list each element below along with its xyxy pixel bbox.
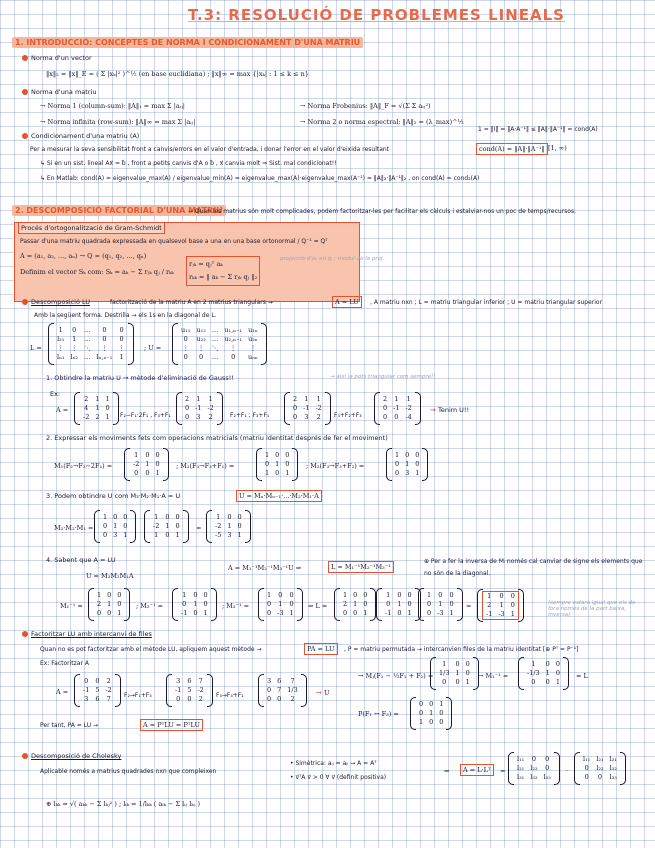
step-1: 1. Obtindre la matriu U → mètode d'eliminació de Gauss!! (46, 374, 234, 382)
m3-factor: 1 0 0 0 1 0 0 3 1 (100, 513, 130, 540)
bullet-icon (22, 55, 28, 61)
gauss-matrix-2: 2 1 1 0 -1 -2 0 3 2 (182, 395, 217, 422)
cholesky-heading: Descomposició de Cholesky (22, 752, 121, 760)
step-4-c: A = M₁⁻¹M₂⁻¹M₃⁻¹U ⇒ (228, 564, 302, 572)
a-label: A = (56, 688, 69, 696)
implies-arrow: ⇒ (444, 767, 450, 775)
pivot-result-box: A = PᵀLU = PᵀLU (140, 719, 203, 731)
cholesky-l-matrix: l₁₁ 0 0 l₂₁ l₂₂ 0 l₃₁ l₃₂ l₃₃ (514, 755, 554, 782)
u-arrow: → U (316, 688, 330, 697)
cholesky-condition-2: • v⃗ᵀA v⃗ > 0 ∀ v⃗ (definit positiva) (290, 774, 387, 781)
eq-l: = L (576, 672, 588, 680)
multiply-dot: · (566, 767, 569, 775)
equals-sign: = (196, 524, 202, 532)
lu-box: A = LU (332, 296, 362, 308)
lu-note: Amb la següent forma. Destrilla → els 1s en la diagonal de L. (34, 312, 217, 319)
tenim-u: → Tenim U!! (430, 406, 470, 414)
bullet-icon (22, 133, 28, 139)
l-eq-label: ⇒ L = (308, 602, 328, 610)
cond-line-1: ↳ Si en un sist. lineal Ax⃗ = b⃗ , front a petits canvis d'A o b⃗ , x⃗ canvia molt ⇒ Sist. mal condicionat!! (40, 160, 337, 167)
bullet-icon (22, 89, 28, 95)
pivot-p-matrix: 0 0 1 0 1 0 1 0 0 (416, 700, 446, 727)
m2-inv-matrix: 1 0 0 0 1 0 -1 0 1 (178, 591, 211, 618)
ex-label: Ex: (50, 390, 61, 398)
pivot-m-inv-label: → M₁⁻¹ = (478, 672, 509, 680)
equals-sign: = (500, 767, 506, 775)
cond-range: [1, ∞) (548, 144, 567, 152)
a-label: A = (56, 406, 69, 414)
step-4: 4. Sabent que A = LU (46, 556, 116, 564)
inverse-note: (sempre estarà igual que els de fora només de la part baixa, inversa) (548, 600, 636, 618)
pivot-p-eq: P(F₁ ↔ F₃) = (358, 710, 399, 718)
m321-result: 1 0 0 -2 1 0 -5 3 1 (212, 513, 245, 540)
m1-matrix: 1 0 0 -2 1 0 0 0 1 (130, 451, 163, 478)
pivot-m-matrix: 1 0 0 1/3 1 0 0 0 1 (436, 660, 473, 687)
lu-description: factorització de la matriu A en 2 matrius triangulars → (110, 299, 273, 306)
page-title: T.3: RESOLUCIÓ DE PROBLEMES LINEALS (188, 6, 565, 24)
step-3: 3. Podem obtindre U com M₃·M₂·M₁·A = U (46, 492, 181, 500)
gauss-matrix-1: 2 1 1 4 1 0 -2 2 1 (80, 395, 113, 422)
cholesky-box: A = L·Lᵀ (460, 764, 494, 776)
gs-line-2: A = (a₁, a₂, ..., aₙ) → Q = (q₁, q₂, ..., qₙ) (20, 252, 147, 260)
gauss-ops-1: F₂−F₁·2F₁ , F₃+F₁ (120, 412, 171, 419)
l-result: 1 0 0 2 1 0 -1 -3 1 (482, 591, 519, 620)
pivot-op-2: F₃→F₃+F₁ (216, 692, 244, 699)
l-product-2: 1 0 0 0 1 0 -1 0 1 (382, 591, 415, 618)
gauss-ops-3: F₃+F₂+F₃ (334, 412, 362, 419)
cond-formula-box: cond(A) = ‖A‖·‖A⁻¹‖ (476, 143, 548, 155)
bullet-icon (22, 753, 28, 759)
m1-label: M₁(F₂→F₂−2F₁) = (54, 462, 113, 470)
step-3-box: U = Mₙ·Mₙ₋₁·...·M₂·M₁·A (236, 490, 322, 502)
cond-description: Per a mesurar la seva sensibilitat front a canvis/errors en el valor d'entrada, i donar l'error en el valor d'eixida resultant (30, 146, 390, 153)
m1-inv-label: M₁⁻¹ = (60, 602, 83, 610)
bullet-norma-vector: Norma d'un vector (22, 54, 92, 62)
gs-line-1: Passar d'una matriu quadrada expressada en qualsevol base a una en una base ortonormal / Q⁻¹ = Qᵀ (20, 238, 328, 245)
pivot-example: Ex: Factoritzar A (40, 660, 89, 667)
l-product-1: 1 0 0 2 1 0 0 0 1 (340, 591, 370, 618)
l-product-3: 1 0 0 0 1 0 0 -3 1 (424, 591, 457, 618)
lu-description-2: , A matriu nxn ; L = matriu triangular inferior ; U = matriu triangular superior (370, 299, 603, 306)
cholesky-condition-1: • Simètrica: aᵢⱼ = aⱼᵢ → A = Aᵀ (290, 760, 377, 767)
m3-inv-label: ; M₃⁻¹ = (222, 602, 250, 610)
u-label: ; U = (144, 344, 162, 352)
m2-label: ; M₂(F₃→F₃+F₁) = (176, 462, 235, 470)
m3-matrix: 1 0 0 0 1 0 0 3 1 (392, 451, 422, 478)
norma-infinita: → Norma infinita (row-sum): ‖A‖∞ = max Σ |aᵢⱼ| (40, 118, 196, 126)
l-label: L = (30, 344, 42, 352)
pivot-description-2: , P = matriu permutada → intercanvien files de la matriu identitat [⊕ Pᵀ = P⁻¹] (344, 646, 579, 653)
equals-sign: = (466, 602, 472, 610)
gs-note: projecció d'aₖ en qⱼ ; mòdul de la proj. (280, 256, 385, 262)
gs-r1: rⱼₖ = qⱼᵀ aₖ (189, 260, 223, 268)
cholesky-formula: ⊕ lₖₖ = √( aₖₖ − Σ lₖⱼ² ) ; lᵢₖ = 1/lₖₖ ( aᵢₖ − Σ lᵢⱼ lₖⱼ ) (46, 800, 201, 808)
step-4-box: L = M₁⁻¹M₂⁻¹M₃⁻¹ (328, 561, 394, 573)
pivot-matrix-b: 3 6 7 -1 5 -2 0 0 2 (172, 677, 207, 704)
step-4-b: U = M₃M₂M₁A (86, 572, 134, 580)
gauss-matrix-3: 2 1 1 0 -1 -2 0 3 2 (290, 395, 325, 422)
pivot-matrix-a: 0 0 2 -1 5 -2 3 6 7 (80, 677, 115, 704)
m3-label: ; M₃(F₃→F₃+F₂) = (306, 462, 365, 470)
pivot-heading: Factoritzar LU amb intercanvi de files (22, 630, 152, 638)
gs-r2: rₖₖ = ‖ aₖ − Σ rⱼₖ qⱼ ‖₂ (189, 273, 258, 281)
pivot-m-eq: → Mⱼ(F₂ − ½F₁ + F₂) = (358, 672, 434, 680)
pivot-description: Quan no es pot factoritzar amb el mètode LU, apliquem aquest mètode → (40, 646, 262, 653)
m2-inv-label: ; M₂⁻¹ = (136, 602, 164, 610)
m2-matrix: 1 0 0 0 1 0 1 0 1 (262, 451, 292, 478)
gauss-ops-2: F₂+F₁ ; F₃+F₁ (230, 412, 270, 419)
bullet-norma-matriu: Norma d'una matriu (22, 88, 96, 96)
m21-factor: 1 0 0 -2 1 0 1 0 1 (150, 513, 183, 540)
pivot-matrix-c: 3 6 7 0 7 1/3 0 0 2 (264, 677, 301, 704)
step-2: 2. Expressar els moviments fets com operacions matricials (matriu identitat després de fer el moviment) (46, 434, 388, 442)
m321-label: M₃·M₂·M₁ = (54, 524, 94, 532)
bullet-condicionament: Condicionament d'una matriu (A) (22, 132, 139, 140)
m3-inv-matrix: 1 0 0 0 1 0 0 -3 1 (264, 591, 297, 618)
cholesky-lt-matrix: l₁₁ l₂₁ l₃₁ 0 l₂₂ l₃₂ 0 0 l₃₃ (580, 755, 620, 782)
norma-1: → Norma 1 (column-sum): ‖A‖₁ = max Σ |aᵢⱼ| (40, 102, 185, 110)
norma-vector-equation: ‖x‖₂ = ‖x‖_E = ( Σ |xₖ|² )^½ (en base euclidiana) ; ‖x‖∞ = max {|xₖ| : 1 ≤ k ≤ n} (46, 70, 309, 78)
cholesky-description: Aplicable només a matrius quadrades nxn que compleixen (40, 768, 217, 775)
norma-frobenius: → Norma Frobenius: ‖A‖_F = √(Σ Σ aᵢⱼ²) (300, 102, 431, 110)
l-matrix: 1 0 … 0 0 l₂₁ 1 … 0 0 ⋮ ⋮ ⋱ ⋮ ⋮ lₙ₁ lₙ₂ … lₙ,ₙ₋₁ 1 (54, 326, 128, 362)
step-1-note: → així ja pots triangular com sempre!! (330, 374, 436, 380)
bullet-icon (22, 299, 28, 305)
lu-heading: Descomposició LU (22, 298, 90, 306)
norma-2: → Norma 2 o norma espectral: ‖A‖₂ = (λ_max)^½ (300, 118, 464, 126)
pivot-m-inv-matrix: 1 0 0 -1/3 1 0 0 0 1 (524, 660, 563, 687)
section-2-note: → Quan les matrius són molt complicades, podem factoritzar-les per facilitar els càlculs i estalviar-nos un poc de temps/recursos. (188, 208, 577, 215)
u-matrix: u₁₁ u₁₂ … u₁,ₙ₋₁ u₁ₙ 0 u₂₂ … u₂,ₙ₋₁ u₂ₙ ⋮ ⋮ ⋱ ⋮ ⋮ 0 0 … 0 uₙₙ (178, 326, 261, 362)
cond-line-2: ↳ En Matlab: cond(A) = eigenvalue_max(A) / eigenvalue_min(A) = eigenvalue_max(A)·eigenvalue_max(A⁻¹) = ‖A‖₂·‖A⁻¹‖₂ , on cond(A) = cond₂(A) (40, 175, 480, 182)
m1-inv-matrix: 1 0 0 2 1 0 0 0 1 (94, 591, 124, 618)
gs-line-3: Definim el vector Sₖ com: Sₖ = aₖ − Σ rⱼₖ qⱼ / rₖₖ (20, 268, 174, 276)
step-4-note: ⊕ Per a fer la inversa de Mᵢ només cal canviar de signe els elements que no són de la diagonal. (424, 558, 643, 577)
pivot-result: Per tant, PA = LU → (40, 722, 99, 729)
side-note-cond: 1 = ‖I‖ = ‖A·A⁻¹‖ ≤ ‖A‖·‖A⁻¹‖ = cond(A) (478, 126, 598, 133)
pivot-op-1: F₂→F₁+F₃ (124, 692, 152, 699)
section-1-heading: 1. INTRODUCCIÓ: CONCEPTES DE NORMA I CONDICIONAMENT D'UNA MATRIU (12, 38, 363, 47)
gram-schmidt-title: Procés d'ortogonalització de Gram-Schmidt (18, 224, 165, 232)
gauss-matrix-4: 2 1 1 0 -1 -2 0 0 -4 (380, 395, 415, 422)
section-2-heading: 2. DESCOMPOSICIÓ FACTORIAL D'UNA MATRIU (12, 206, 226, 215)
pivot-box: PA = LU (304, 643, 338, 655)
bullet-icon (22, 631, 28, 637)
gs-r-box (186, 256, 260, 286)
